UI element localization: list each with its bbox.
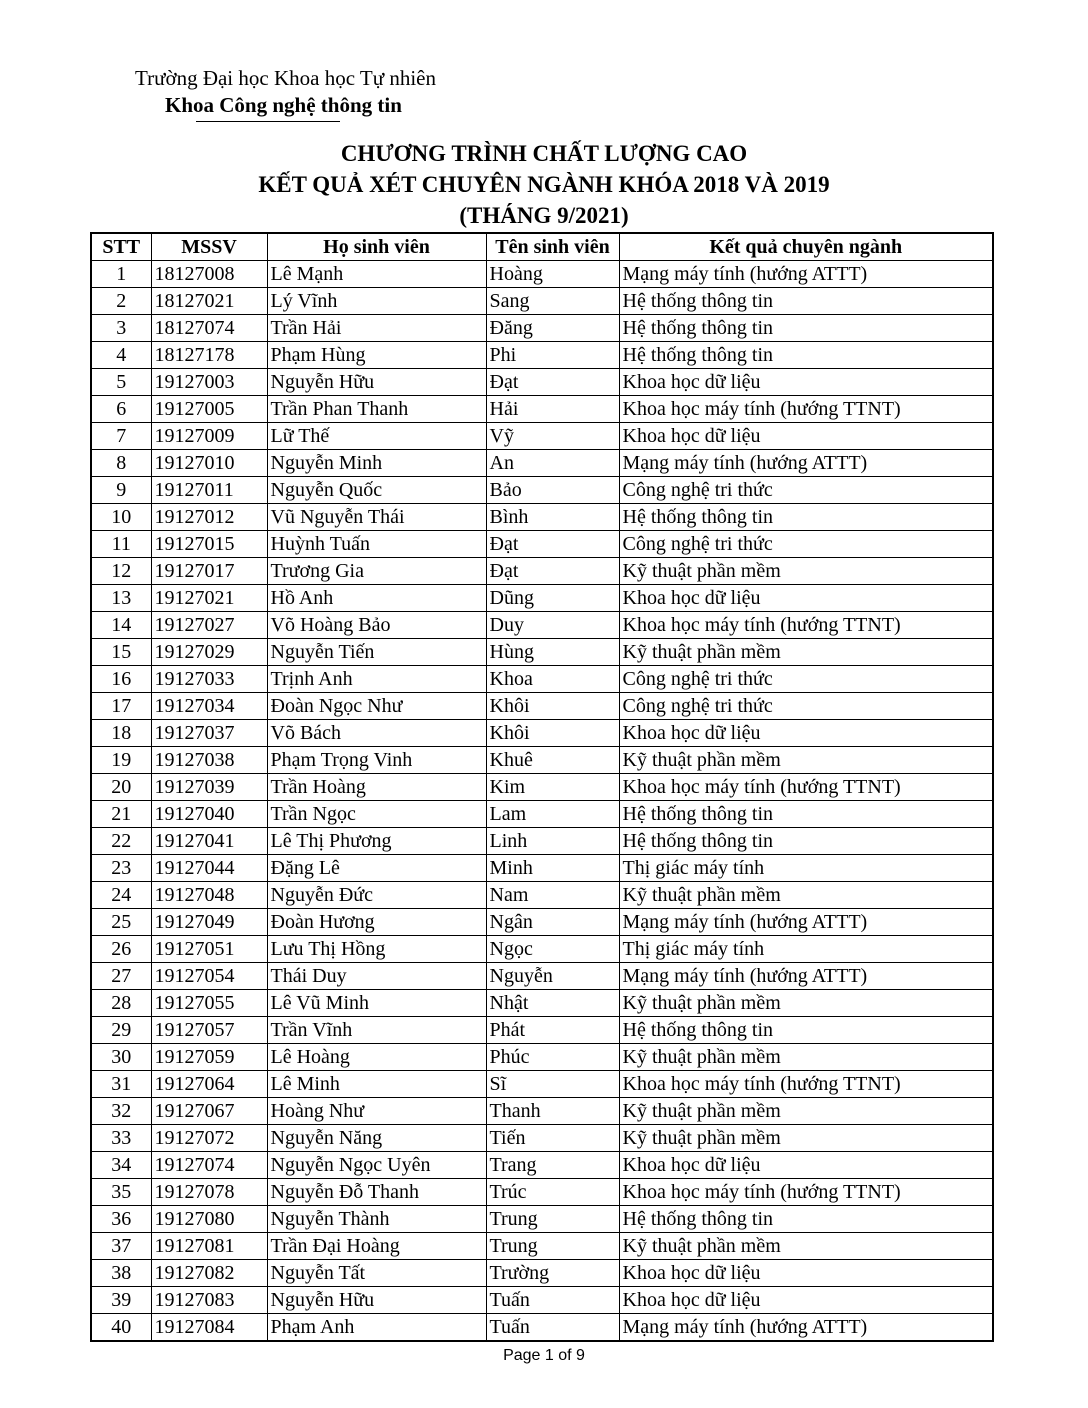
table-row xyxy=(91,1179,993,1206)
major-cell: Công nghệ tri thức xyxy=(619,693,993,720)
mssv-cell: 19127015 xyxy=(151,531,267,558)
first-name-cell: Dũng xyxy=(486,585,619,612)
mssv-cell: 19127017 xyxy=(151,558,267,585)
table-row xyxy=(91,666,993,693)
mssv-cell: 19127033 xyxy=(151,666,267,693)
major-cell: Công nghệ tri thức xyxy=(619,666,993,693)
university-name: Trường Đại học Khoa học Tự nhiên xyxy=(135,66,437,90)
mssv-cell: 19127072 xyxy=(151,1125,267,1152)
first-name-cell: Phúc xyxy=(486,1044,619,1071)
last-name-cell: Trần Vĩnh xyxy=(267,1017,486,1044)
stt-cell: 23 xyxy=(91,855,151,882)
stt-cell: 32 xyxy=(91,1098,151,1125)
first-name-cell: Ngọc xyxy=(486,936,619,963)
mssv-cell: 19127037 xyxy=(151,720,267,747)
mssv-cell: 19127044 xyxy=(151,855,267,882)
stt-cell: 29 xyxy=(91,1017,151,1044)
first-name-cell: Hùng xyxy=(486,639,619,666)
stt-cell: 37 xyxy=(91,1233,151,1260)
major-cell: Kỹ thuật phần mềm xyxy=(619,1044,993,1071)
first-name-cell: Đạt xyxy=(486,558,619,585)
last-name-cell: Nguyễn Thành xyxy=(267,1206,486,1233)
last-name-cell: Nguyễn Đỗ Thanh xyxy=(267,1179,486,1206)
first-name-cell: Sang xyxy=(486,288,619,315)
last-name-cell: Phạm Anh xyxy=(267,1314,486,1342)
first-name-cell: Trường xyxy=(486,1260,619,1287)
major-cell: Khoa học dữ liệu xyxy=(619,1260,993,1287)
mssv-cell: 19127078 xyxy=(151,1179,267,1206)
table-row xyxy=(91,936,993,963)
mssv-cell: 19127027 xyxy=(151,612,267,639)
mssv-cell: 19127021 xyxy=(151,585,267,612)
document-title-program: CHƯƠNG TRÌNH CHẤT LƯỢNG CAO xyxy=(340,141,748,166)
last-name-cell: Trần Ngọc xyxy=(267,801,486,828)
major-cell: Mạng máy tính (hướng ATTT) xyxy=(619,963,993,990)
table-row xyxy=(91,1125,993,1152)
major-cell: Kỹ thuật phần mềm xyxy=(619,1233,993,1260)
stt-cell: 10 xyxy=(91,504,151,531)
stt-cell: 39 xyxy=(91,1287,151,1314)
mssv-cell: 19127055 xyxy=(151,990,267,1017)
stt-cell: 30 xyxy=(91,1044,151,1071)
stt-cell: 35 xyxy=(91,1179,151,1206)
table-row xyxy=(91,801,993,828)
major-cell: Khoa học dữ liệu xyxy=(619,1152,993,1179)
mssv-cell: 19127084 xyxy=(151,1314,267,1342)
first-name-cell: Đăng xyxy=(486,315,619,342)
mssv-cell: 19127003 xyxy=(151,369,267,396)
table-row xyxy=(91,1233,993,1260)
mssv-cell: 19127054 xyxy=(151,963,267,990)
last-name-cell: Nguyễn Hữu xyxy=(267,369,486,396)
mssv-cell: 19127029 xyxy=(151,639,267,666)
table-row xyxy=(91,612,993,639)
mssv-cell: 19127059 xyxy=(151,1044,267,1071)
first-name-cell: Tuấn xyxy=(486,1287,619,1314)
major-cell: Mạng máy tính (hướng ATTT) xyxy=(619,450,993,477)
major-cell: Kỹ thuật phần mềm xyxy=(619,747,993,774)
last-name-cell: Trương Gia xyxy=(267,558,486,585)
last-name-cell: Lý Vĩnh xyxy=(267,288,486,315)
last-name-cell: Lưu Thị Hồng xyxy=(267,936,486,963)
table-row xyxy=(91,855,993,882)
stt-cell: 4 xyxy=(91,342,151,369)
mssv-cell: 19127011 xyxy=(151,477,267,504)
table-row xyxy=(91,882,993,909)
major-cell: Kỹ thuật phần mềm xyxy=(619,639,993,666)
last-name-cell: Trần Hải xyxy=(267,315,486,342)
table-row xyxy=(91,396,993,423)
first-name-cell: Khuê xyxy=(486,747,619,774)
column-header-stt: STT xyxy=(91,233,151,261)
last-name-cell: Thái Duy xyxy=(267,963,486,990)
major-cell: Kỹ thuật phần mềm xyxy=(619,558,993,585)
stt-cell: 36 xyxy=(91,1206,151,1233)
mssv-cell: 19127040 xyxy=(151,801,267,828)
major-cell: Khoa học máy tính (hướng TTNT) xyxy=(619,774,993,801)
mssv-cell: 19127081 xyxy=(151,1233,267,1260)
last-name-cell: Đoàn Hương xyxy=(267,909,486,936)
major-cell: Khoa học dữ liệu xyxy=(619,1287,993,1314)
mssv-cell: 19127057 xyxy=(151,1017,267,1044)
stt-cell: 34 xyxy=(91,1152,151,1179)
first-name-cell: Trang xyxy=(486,1152,619,1179)
major-cell: Hệ thống thông tin xyxy=(619,1206,993,1233)
results-table-body xyxy=(91,261,993,1342)
mssv-cell: 19127049 xyxy=(151,909,267,936)
table-row xyxy=(91,747,993,774)
mssv-cell: 19127051 xyxy=(151,936,267,963)
document-title-results: KẾT QUẢ XÉT CHUYÊN NGÀNH KHÓA 2018 VÀ 2019 xyxy=(258,172,830,197)
mssv-cell: 19127009 xyxy=(151,423,267,450)
stt-cell: 38 xyxy=(91,1260,151,1287)
last-name-cell: Võ Bách xyxy=(267,720,486,747)
table-row xyxy=(91,1314,993,1342)
major-cell: Khoa học máy tính (hướng TTNT) xyxy=(619,396,993,423)
stt-cell: 19 xyxy=(91,747,151,774)
stt-cell: 26 xyxy=(91,936,151,963)
major-cell: Công nghệ tri thức xyxy=(619,477,993,504)
stt-cell: 31 xyxy=(91,1071,151,1098)
major-cell: Thị giác máy tính xyxy=(619,855,993,882)
stt-cell: 24 xyxy=(91,882,151,909)
mssv-cell: 19127039 xyxy=(151,774,267,801)
mssv-cell: 18127008 xyxy=(151,261,267,288)
first-name-cell: Hoàng xyxy=(486,261,619,288)
mssv-cell: 19127038 xyxy=(151,747,267,774)
major-cell: Khoa học dữ liệu xyxy=(619,720,993,747)
last-name-cell: Trần Hoàng xyxy=(267,774,486,801)
stt-cell: 17 xyxy=(91,693,151,720)
first-name-cell: Nguyễn xyxy=(486,963,619,990)
major-cell: Mạng máy tính (hướng ATTT) xyxy=(619,261,993,288)
document-title-date: (THÁNG 9/2021) xyxy=(459,203,629,228)
table-row xyxy=(91,450,993,477)
last-name-cell: Trịnh Anh xyxy=(267,666,486,693)
major-cell: Mạng máy tính (hướng ATTT) xyxy=(619,1314,993,1342)
stt-cell: 9 xyxy=(91,477,151,504)
stt-cell: 3 xyxy=(91,315,151,342)
mssv-cell: 19127083 xyxy=(151,1287,267,1314)
first-name-cell: Bình xyxy=(486,504,619,531)
stt-cell: 6 xyxy=(91,396,151,423)
first-name-cell: Duy xyxy=(486,612,619,639)
table-row xyxy=(91,1287,993,1314)
last-name-cell: Phạm Hùng xyxy=(267,342,486,369)
last-name-cell: Trần Phan Thanh xyxy=(267,396,486,423)
table-row xyxy=(91,423,993,450)
table-row xyxy=(91,531,993,558)
major-cell: Hệ thống thông tin xyxy=(619,342,993,369)
major-cell: Thị giác máy tính xyxy=(619,936,993,963)
major-cell: Kỹ thuật phần mềm xyxy=(619,1125,993,1152)
faculty-underline xyxy=(196,121,340,122)
column-header-first-name: Tên sinh viên xyxy=(486,233,619,261)
major-cell: Khoa học dữ liệu xyxy=(619,423,993,450)
table-row xyxy=(91,315,993,342)
last-name-cell: Nguyễn Ngọc Uyên xyxy=(267,1152,486,1179)
table-row xyxy=(91,720,993,747)
table-row xyxy=(91,693,993,720)
first-name-cell: Minh xyxy=(486,855,619,882)
major-cell: Công nghệ tri thức xyxy=(619,531,993,558)
major-cell: Mạng máy tính (hướng ATTT) xyxy=(619,909,993,936)
first-name-cell: Kim xyxy=(486,774,619,801)
first-name-cell: Trung xyxy=(486,1206,619,1233)
mssv-cell: 19127074 xyxy=(151,1152,267,1179)
last-name-cell: Vũ Nguyễn Thái xyxy=(267,504,486,531)
table-row xyxy=(91,963,993,990)
stt-cell: 15 xyxy=(91,639,151,666)
table-row xyxy=(91,585,993,612)
last-name-cell: Huỳnh Tuấn xyxy=(267,531,486,558)
last-name-cell: Nguyễn Minh xyxy=(267,450,486,477)
table-row xyxy=(91,1071,993,1098)
mssv-cell: 19127041 xyxy=(151,828,267,855)
mssv-cell: 19127064 xyxy=(151,1071,267,1098)
table-row xyxy=(91,1260,993,1287)
first-name-cell: Phát xyxy=(486,1017,619,1044)
table-row xyxy=(91,639,993,666)
first-name-cell: Thanh xyxy=(486,1098,619,1125)
stt-cell: 5 xyxy=(91,369,151,396)
last-name-cell: Nguyễn Tiến xyxy=(267,639,486,666)
major-cell: Khoa học máy tính (hướng TTNT) xyxy=(619,612,993,639)
last-name-cell: Nguyễn Hữu xyxy=(267,1287,486,1314)
last-name-cell: Hồ Anh xyxy=(267,585,486,612)
major-cell: Khoa học dữ liệu xyxy=(619,369,993,396)
major-cell: Hệ thống thông tin xyxy=(619,1017,993,1044)
table-row xyxy=(91,1017,993,1044)
first-name-cell: Ngân xyxy=(486,909,619,936)
stt-cell: 13 xyxy=(91,585,151,612)
stt-cell: 16 xyxy=(91,666,151,693)
major-cell: Khoa học máy tính (hướng TTNT) xyxy=(619,1179,993,1206)
table-row xyxy=(91,288,993,315)
mssv-cell: 19127012 xyxy=(151,504,267,531)
mssv-cell: 18127021 xyxy=(151,288,267,315)
page-number: Page 1 of 9 xyxy=(503,1347,585,1364)
first-name-cell: Hải xyxy=(486,396,619,423)
table-row xyxy=(91,477,993,504)
mssv-cell: 19127048 xyxy=(151,882,267,909)
stt-cell: 20 xyxy=(91,774,151,801)
stt-cell: 1 xyxy=(91,261,151,288)
last-name-cell: Đặng Lê xyxy=(267,855,486,882)
first-name-cell: Tuấn xyxy=(486,1314,619,1342)
last-name-cell: Lê Mạnh xyxy=(267,261,486,288)
table-row xyxy=(91,909,993,936)
column-header-last-name: Họ sinh viên xyxy=(267,233,486,261)
mssv-cell: 19127034 xyxy=(151,693,267,720)
column-header-major: Kết quả chuyên ngành xyxy=(619,233,993,261)
last-name-cell: Lê Hoàng xyxy=(267,1044,486,1071)
last-name-cell: Võ Hoàng Bảo xyxy=(267,612,486,639)
last-name-cell: Lê Minh xyxy=(267,1071,486,1098)
major-cell: Khoa học dữ liệu xyxy=(619,585,993,612)
results-table xyxy=(90,232,994,1342)
first-name-cell: Sĩ xyxy=(486,1071,619,1098)
major-cell: Kỹ thuật phần mềm xyxy=(619,882,993,909)
last-name-cell: Hoàng Như xyxy=(267,1098,486,1125)
major-cell: Hệ thống thông tin xyxy=(619,315,993,342)
major-cell: Khoa học máy tính (hướng TTNT) xyxy=(619,1071,993,1098)
first-name-cell: Bảo xyxy=(486,477,619,504)
first-name-cell: Trung xyxy=(486,1233,619,1260)
mssv-cell: 18127178 xyxy=(151,342,267,369)
last-name-cell: Nguyễn Năng xyxy=(267,1125,486,1152)
table-row xyxy=(91,1206,993,1233)
major-cell: Hệ thống thông tin xyxy=(619,801,993,828)
mssv-cell: 19127067 xyxy=(151,1098,267,1125)
table-header-row xyxy=(91,233,993,261)
first-name-cell: Phi xyxy=(486,342,619,369)
mssv-cell: 19127080 xyxy=(151,1206,267,1233)
stt-cell: 11 xyxy=(91,531,151,558)
first-name-cell: Lam xyxy=(486,801,619,828)
table-row xyxy=(91,369,993,396)
stt-cell: 25 xyxy=(91,909,151,936)
stt-cell: 7 xyxy=(91,423,151,450)
first-name-cell: Vỹ xyxy=(486,423,619,450)
table-row xyxy=(91,774,993,801)
table-row xyxy=(91,1098,993,1125)
major-cell: Hệ thống thông tin xyxy=(619,288,993,315)
table-row xyxy=(91,558,993,585)
stt-cell: 8 xyxy=(91,450,151,477)
mssv-cell: 19127010 xyxy=(151,450,267,477)
first-name-cell: Khôi xyxy=(486,720,619,747)
table-row xyxy=(91,342,993,369)
stt-cell: 2 xyxy=(91,288,151,315)
first-name-cell: Khoa xyxy=(486,666,619,693)
table-row xyxy=(91,1152,993,1179)
first-name-cell: Trúc xyxy=(486,1179,619,1206)
mssv-cell: 18127074 xyxy=(151,315,267,342)
major-cell: Kỹ thuật phần mềm xyxy=(619,1098,993,1125)
last-name-cell: Nguyễn Tất xyxy=(267,1260,486,1287)
last-name-cell: Lê Thị Phương xyxy=(267,828,486,855)
stt-cell: 33 xyxy=(91,1125,151,1152)
stt-cell: 40 xyxy=(91,1314,151,1342)
stt-cell: 18 xyxy=(91,720,151,747)
stt-cell: 12 xyxy=(91,558,151,585)
stt-cell: 14 xyxy=(91,612,151,639)
first-name-cell: Tiến xyxy=(486,1125,619,1152)
major-cell: Hệ thống thông tin xyxy=(619,828,993,855)
first-name-cell: Linh xyxy=(486,828,619,855)
first-name-cell: Khôi xyxy=(486,693,619,720)
major-cell: Kỹ thuật phần mềm xyxy=(619,990,993,1017)
first-name-cell: Đạt xyxy=(486,531,619,558)
last-name-cell: Trần Đại Hoàng xyxy=(267,1233,486,1260)
last-name-cell: Lữ Thế xyxy=(267,423,486,450)
stt-cell: 22 xyxy=(91,828,151,855)
last-name-cell: Phạm Trọng Vinh xyxy=(267,747,486,774)
stt-cell: 27 xyxy=(91,963,151,990)
mssv-cell: 19127005 xyxy=(151,396,267,423)
last-name-cell: Nguyễn Quốc xyxy=(267,477,486,504)
table-row xyxy=(91,828,993,855)
table-row xyxy=(91,504,993,531)
major-cell: Hệ thống thông tin xyxy=(619,504,993,531)
stt-cell: 21 xyxy=(91,801,151,828)
table-row xyxy=(91,990,993,1017)
mssv-cell: 19127082 xyxy=(151,1260,267,1287)
first-name-cell: Nhật xyxy=(486,990,619,1017)
last-name-cell: Nguyễn Đức xyxy=(267,882,486,909)
first-name-cell: An xyxy=(486,450,619,477)
stt-cell: 28 xyxy=(91,990,151,1017)
table-row xyxy=(91,261,993,288)
first-name-cell: Đạt xyxy=(486,369,619,396)
column-header-mssv: MSSV xyxy=(151,233,267,261)
last-name-cell: Lê Vũ Minh xyxy=(267,990,486,1017)
first-name-cell: Nam xyxy=(486,882,619,909)
last-name-cell: Đoàn Ngọc Như xyxy=(267,693,486,720)
table-row xyxy=(91,1044,993,1071)
faculty-name: Khoa Công nghệ thông tin xyxy=(165,93,402,117)
